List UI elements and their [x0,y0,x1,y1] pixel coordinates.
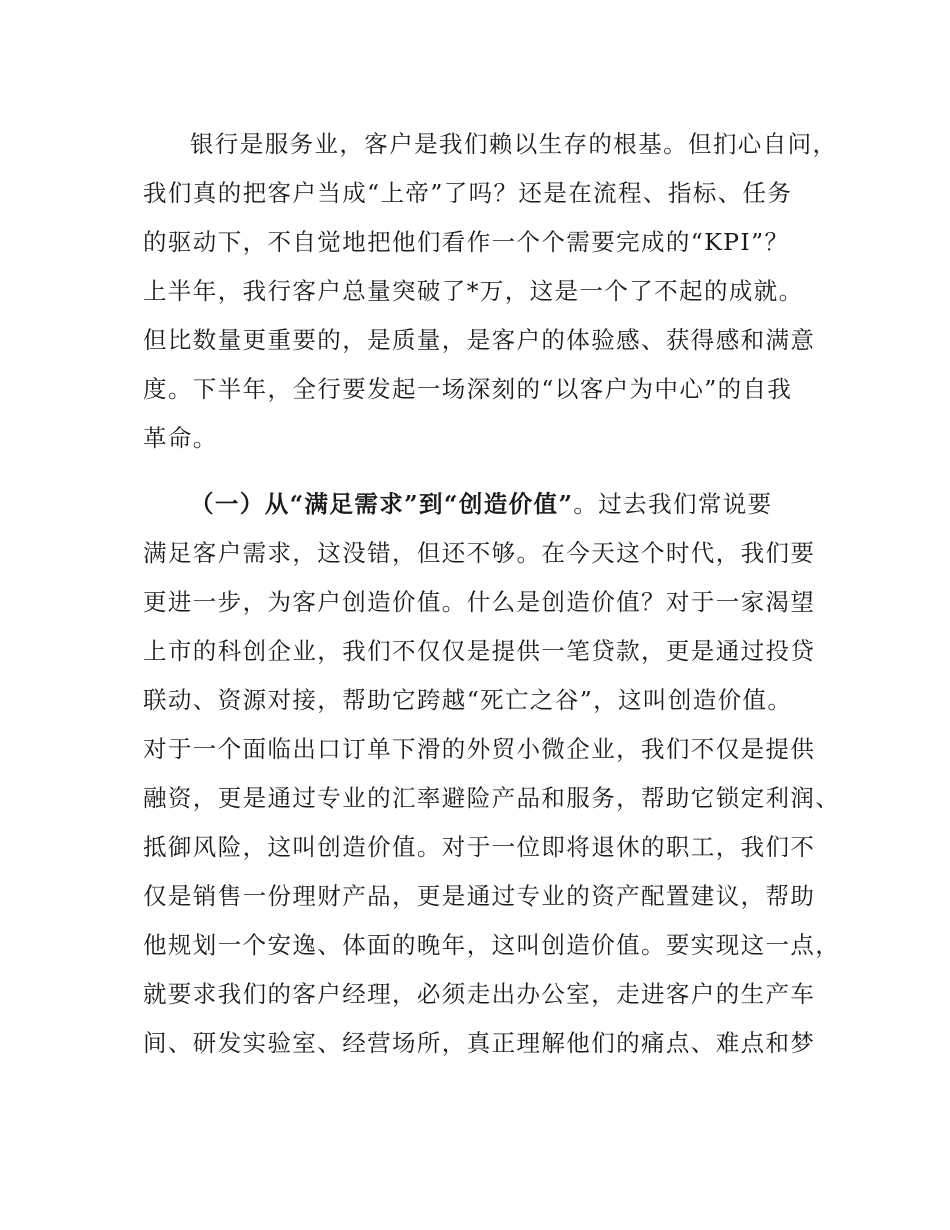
paragraph-1-line-2: 我们真的把客户当成“上帝”了吗？还是在流程、指标、任务 [143,179,793,207]
paragraph-2-line-11: 就要求我们的客户经理，必须走出办公室，走进客户的生产车 [143,980,816,1008]
paragraph-2-line-3: 更进一步，为客户创造价值。什么是创造价值？对于一家渴望 [143,588,816,616]
paragraph-2-line-10: 他规划一个安逸、体面的晚年，这叫创造价值。要实现这一点， [143,931,841,959]
paragraph-2-line-12: 间、研发实验室、经营场所，真正理解他们的痛点、难点和梦 [143,1029,816,1057]
paragraph-1-line-6: 度。下半年，全行要发起一场深刻的“以客户为中心”的自我 [143,375,793,403]
paragraph-2-line-5: 联动、资源对接，帮助它跨越“死亡之谷”，这叫创造价值。 [143,686,793,714]
paragraph-2-line-7: 融资，更是通过专业的汇率避险产品和服务，帮助它锁定利润、 [143,784,841,812]
paragraph-1-line-3: 的驱动下，不自觉地把他们看作一个个需要完成的“KPI”？ [143,228,790,256]
paragraph-1-line-7: 革命。 [143,424,218,452]
paragraph-1-line-4: 上半年，我行客户总量突破了*万，这是一个了不起的成就。 [143,277,804,305]
paragraph-2-line-8: 抵御风险，这叫创造价值。对于一位即将退休的职工，我们不 [143,833,816,861]
section-heading-continuation: 。过去我们常说要 [573,490,773,518]
paragraph-2-line-9: 仅是销售一份理财产品，更是通过专业的资产配置建议，帮助 [143,882,816,910]
paragraph-1-line-5: 但比数量更重要的，是质量，是客户的体验感、获得感和满意 [143,326,816,354]
paragraph-2-line-6: 对于一个面临出口订单下滑的外贸小微企业，我们不仅是提供 [143,735,816,763]
paragraph-1-line-1: 银行是服务业，客户是我们赖以生存的根基。但扪心自问， [190,130,838,158]
section-heading: （一）从“满足需求”到“创造价值” [190,490,574,518]
paragraph-2-line-2: 满足客户需求，这没错，但还不够。在今天这个时代，我们要 [143,539,816,567]
paragraph-2-line-1 [190,489,773,519]
paragraph-2-line-4: 上市的科创企业，我们不仅仅是提供一笔贷款，更是通过投贷 [143,637,816,665]
